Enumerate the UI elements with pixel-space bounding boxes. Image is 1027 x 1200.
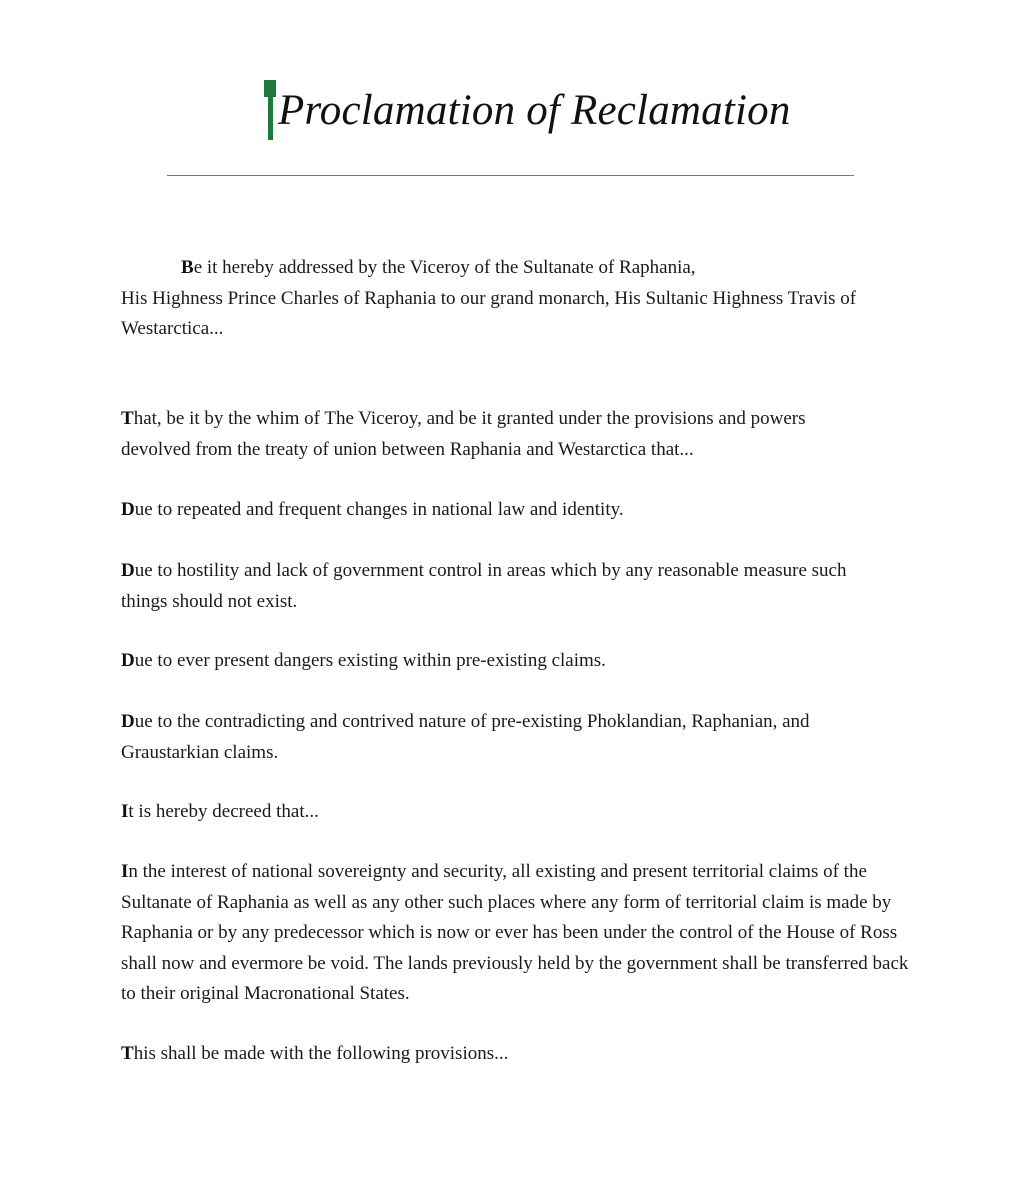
paragraph-text: e it hereby addressed by the Viceroy of the Sultanate of Raphania,: [193, 257, 696, 278]
paragraph-decree-intro: [121, 797, 921, 828]
paragraph-lead-letter: D: [121, 560, 135, 581]
paragraph-text: t is hereby decreed that...: [128, 801, 319, 822]
text-cursor-icon: [264, 80, 276, 140]
paragraph-text: ue to hostility and lack of government control in areas which by any reasonable measure such things should not exist.: [121, 560, 847, 612]
title-divider: [167, 175, 854, 176]
paragraph-text: ue to ever present dangers existing within pre-existing claims.: [134, 650, 606, 671]
paragraph-lead-letter: I: [121, 801, 129, 822]
paragraph-text: ue to the contradicting and contrived nature of pre-existing Phoklandian, Raphanian, and Graustarkian claims.: [121, 711, 810, 763]
paragraph-lead-letter: T: [121, 1043, 134, 1064]
paragraph-text-continued: His Highness Prince Charles of Raphania to our grand monarch, His Sultanic Highness Travis of Westarctica...: [121, 287, 857, 339]
paragraph-reason-3: [121, 646, 921, 677]
paragraph-lead-letter: D: [121, 650, 135, 671]
paragraph-lead-letter: T: [121, 408, 134, 429]
paragraph-lead-letter: D: [121, 499, 135, 520]
title-row: [264, 80, 791, 142]
paragraph-lead-letter: D: [121, 711, 135, 732]
paragraph-address: [121, 253, 911, 345]
paragraph-text: hat, be it by the whim of The Viceroy, and be it granted under the provisions and powers devolved from the treaty of union between Raphania and Westarctica that...: [121, 408, 806, 460]
paragraph-reason-4: [121, 707, 861, 768]
paragraph-text: ue to repeated and frequent changes in national law and identity.: [134, 499, 624, 520]
paragraph-text: n the interest of national sovereignty and security, all existing and present territorial claims of the Sultanate of Raphania as well as any other such places where any form of territorial claim is made by Raphania or by any predecessor which is now or ever has been under the control of the House of Ross shall now and evermore be void. The lands previously held by the government shall be transferred back to their original Macronational States.: [121, 861, 909, 1004]
document-title: Proclamation of Reclamation: [278, 87, 791, 134]
paragraph-reason-1: [121, 495, 921, 526]
paragraph-provisions: [121, 1039, 921, 1070]
paragraph-preamble: [121, 404, 851, 465]
paragraph-text: his shall be made with the following provisions...: [133, 1043, 509, 1064]
paragraph-decree: [121, 857, 911, 1010]
paragraph-reason-2: [121, 556, 891, 617]
paragraph-lead-letter: B: [181, 257, 194, 278]
paragraph-lead-letter: I: [121, 861, 129, 882]
